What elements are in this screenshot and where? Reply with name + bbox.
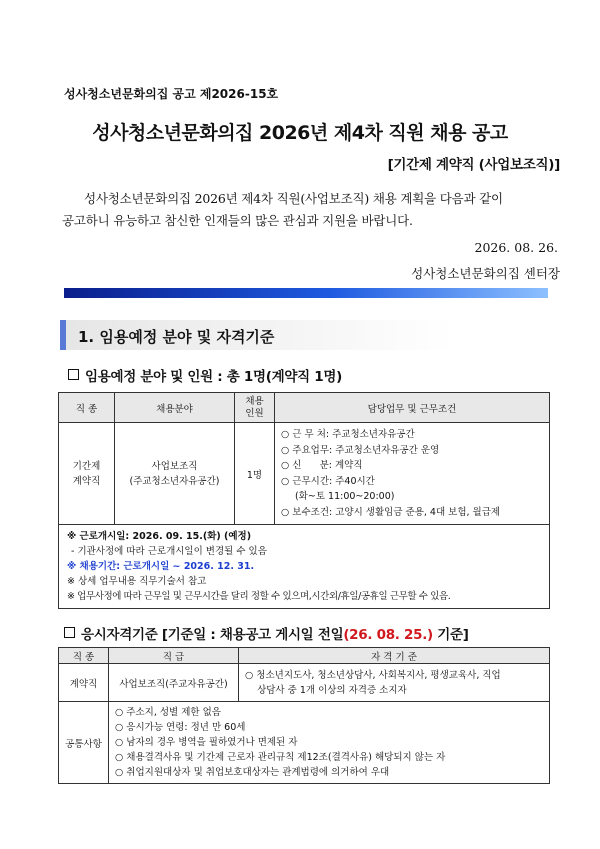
header-qualification: 자 격 기 준: [239, 648, 550, 664]
cell-job-type: 기간제 계약직: [59, 423, 115, 525]
cell-qualification: ○ 청소년지도사, 청소년상담사, 사회복지사, 평생교육사, 직업 상담사 중 1개 이상의 자격증 소지자: [239, 664, 550, 702]
page-subtitle: [기간제 계약직 (사업보조직)]: [387, 157, 560, 173]
duty-item: ○ 근 무 처: 주교청소년자유공간: [281, 429, 415, 440]
cell-field: 사업보조직 (주교청소년자유공간): [115, 423, 235, 525]
subsection-2-title: 응시자격기준 [기준일 : 채용공고 게시일 전일: [81, 627, 344, 643]
note-item: ※ 업무사정에 따라 근무일 및 근무시간을 달리 정할 수 있으며,시간외/휴일/공휴일 근무할 수 있음.: [67, 591, 451, 602]
common-item: ○ 채용결격사유 및 기간제 근로자 관리규칙 제12조(결격사유) 해당되지 않는 자: [115, 752, 446, 763]
checkbox-square-icon: [68, 369, 79, 380]
intro-paragraph: [62, 188, 542, 232]
cell-count: 1명: [235, 423, 275, 525]
note-item: ※ 근로개시일: 2026. 09. 15.(화) (예정): [67, 531, 252, 542]
table-header-row: [59, 393, 550, 423]
duty-item: (화~토 11:00~20:00): [295, 491, 395, 502]
table-header-row: [59, 648, 550, 664]
cell-common-label: 공통사항: [59, 702, 109, 784]
table-notes: [59, 525, 550, 609]
subsection-2-title-end: 기준]: [432, 627, 469, 643]
common-item: ○ 주소지, 성별 제한 없음: [115, 707, 221, 718]
subsection-qualification: [64, 623, 469, 643]
cell-common-items: [109, 702, 550, 784]
table-row: [59, 702, 550, 784]
recruitment-table: [58, 392, 550, 609]
notice-date: 2026. 08. 26.: [474, 240, 558, 255]
common-item: ○ 취업지원대상자 및 취업보호대상자는 관계법령에 의거하여 우대: [115, 767, 390, 778]
header-job-type: 직 종: [59, 648, 109, 664]
header-field: 채용분야: [115, 393, 235, 423]
qualification-table: [58, 647, 550, 784]
note-item-highlight: ※ 채용기간: 근로개시일 ~ 2026. 12. 31.: [67, 561, 255, 572]
section-1-title: 1. 임용예정 분야 및 자격기준: [78, 328, 275, 346]
header-job-type: 직 종: [59, 393, 115, 423]
intro-line-1: 성사청소년문화의집 2026년 제4차 직원(사업보조직) 채용 계획을 다음과 같이: [84, 191, 503, 206]
cell-duties: [275, 423, 550, 525]
notice-number: 성사청소년문화의집 공고 제2026-15호: [64, 87, 279, 101]
subsection-recruitment-count: [68, 365, 342, 385]
cell-job-type: 계약직: [59, 664, 109, 702]
common-item: ○ 응시가능 연령: 정년 만 60세: [115, 722, 246, 733]
checkbox-square-icon: [64, 627, 75, 638]
common-item: ○ 남자의 경우 병역을 필하였거나 면제된 자: [115, 737, 298, 748]
reference-date: (26. 08. 25.): [343, 627, 433, 643]
issuer-name: 성사청소년문화의집 센터장: [411, 266, 560, 281]
header-grade: 직 급: [109, 648, 239, 664]
header-count: 채용 인원: [235, 393, 275, 423]
table-notes-row: [59, 525, 550, 609]
duty-item: ○ 보수조건: 고양시 생활임금 준용, 4대 보험, 월급제: [281, 506, 501, 518]
title-divider-bar: [64, 288, 548, 298]
intro-line-2: 공고하니 유능하고 참신한 인재들의 많은 관심과 지원을 바랍니다.: [62, 213, 413, 228]
duty-item: ○ 주요업무: 주교청소년자유공간 운영: [281, 444, 440, 456]
header-duties: 담당업무 및 근무조건: [275, 393, 550, 423]
note-item: ※ 상세 업무내용 직무기술서 참고: [67, 576, 207, 587]
table-row: [59, 423, 550, 525]
duty-item: ○ 신 분: 계약직: [281, 460, 363, 471]
cell-grade: 사업보조직(주교자유공간): [109, 664, 239, 702]
subsection-1-title: 임용예정 분야 및 인원 : 총 1명(계약직 1명): [85, 369, 342, 385]
table-row: [59, 664, 550, 702]
section-1-header: [60, 320, 550, 350]
note-item: - 기관사정에 따라 근로개시일이 변경될 수 있음: [71, 546, 267, 557]
page-title: 성사청소년문화의집 2026년 제4차 직원 채용 공고: [92, 122, 508, 144]
duty-item: ○ 근무시간: 주40시간: [281, 475, 375, 487]
